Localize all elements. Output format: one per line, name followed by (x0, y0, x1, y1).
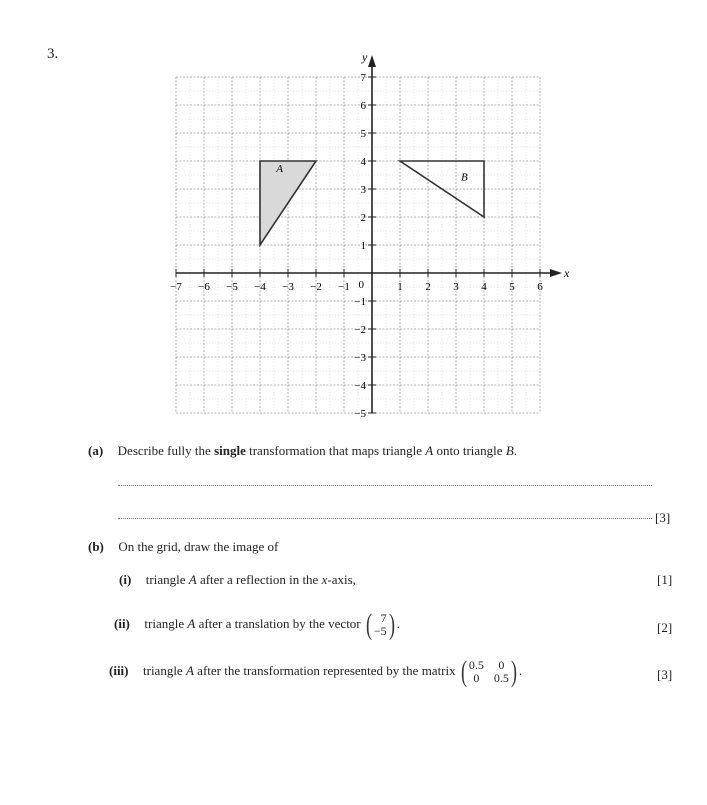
y-tick-label: 2 (360, 212, 366, 224)
part-b-ii-text-end: . (396, 615, 400, 631)
x-tick-label: 4 (481, 281, 487, 293)
x-tick-label: 5 (509, 281, 515, 293)
transformation-matrix: ( 0.5 0 0 0.5 ) (460, 655, 517, 688)
y-tick-label: −3 (354, 352, 366, 364)
x-tick-label: 3 (453, 281, 459, 293)
part-a-bold: single (214, 443, 246, 458)
x-tick-label: −5 (226, 281, 238, 293)
part-b-i-text-2: after a reflection in the (196, 572, 322, 587)
triangle-b-label: B (461, 171, 468, 184)
part-a-marks: [3] (655, 510, 671, 525)
matrix-b: 0 (498, 658, 505, 672)
part-b-iii-label: (iii) (109, 662, 129, 678)
matrix-a: 0.5 (468, 658, 484, 672)
part-b-question (88, 539, 278, 555)
part-a-tri-a: A (425, 443, 434, 458)
part-b-iii-text-1: triangle (143, 662, 186, 678)
x-axis-label: x (564, 266, 570, 280)
part-a-text-3: onto triangle (433, 443, 506, 458)
part-b-ii-text-2: after a translation by the vector (195, 615, 361, 631)
part-b-i-axis: x (321, 572, 328, 587)
y-axis-arrow (368, 55, 376, 67)
translation-vector: ( 7 −5 ) (365, 608, 395, 641)
x-tick-label: −7 (170, 281, 182, 293)
answer-line-2[interactable] (118, 518, 652, 519)
x-axis-arrow (550, 269, 562, 277)
part-b-ii-label: (ii) (114, 615, 130, 631)
part-b-i-text-3: -axis, (327, 572, 356, 587)
part-b-iii-text-2: after the transformation represented by the matrix (193, 662, 456, 678)
vector-bottom: −5 (373, 624, 387, 638)
part-a-text-1: Describe fully the (117, 443, 215, 458)
part-a-text-end: . (513, 443, 518, 458)
part-b-ii-text-1: triangle (144, 615, 188, 631)
x-tick-label: −1 (338, 281, 350, 293)
y-tick-label: −2 (354, 324, 366, 336)
part-b-ii (114, 610, 400, 640)
y-tick-label: 3 (360, 184, 366, 196)
x-tick-label: 1 (397, 281, 403, 293)
part-b-iii (109, 657, 522, 687)
question-number: 3. (47, 46, 59, 62)
x-tick-label: −6 (198, 281, 210, 293)
part-b-i-text-1: triangle (145, 572, 189, 587)
part-b-ii-tri: A (187, 615, 196, 631)
x-tick-label: −3 (282, 281, 294, 293)
part-b-label: (b) (88, 539, 104, 554)
part-a-tri-b: B (505, 443, 514, 458)
x-tick-label: 6 (537, 281, 543, 293)
vector-top: 7 (380, 611, 387, 625)
y-tick-label: −4 (354, 380, 366, 392)
y-tick-label: −5 (354, 408, 366, 420)
x-tick-label: 2 (425, 281, 431, 293)
y-tick-label: 7 (360, 72, 366, 84)
answer-line-1[interactable] (118, 485, 652, 486)
part-a-question (88, 443, 517, 459)
matrix-c: 0 (473, 671, 480, 685)
y-tick-label: −1 (354, 296, 366, 308)
part-b-i-tri: A (188, 572, 197, 587)
x-tick-label: −2 (310, 281, 322, 293)
y-axis-label: y (362, 50, 368, 64)
y-tick-label: 4 (360, 156, 366, 168)
part-b-iii-text-end: . (518, 662, 523, 678)
origin-label: 0 (358, 279, 364, 291)
y-tick-label: 5 (360, 128, 366, 140)
part-b-ii-marks: [2] (657, 620, 673, 635)
part-b-iii-tri: A (185, 662, 194, 678)
y-tick-label: 1 (360, 240, 366, 252)
part-b-iii-marks: [3] (657, 667, 673, 682)
y-tick-label: 6 (360, 100, 366, 112)
part-a-label: (a) (88, 443, 104, 458)
x-tick-label: −4 (254, 281, 266, 293)
part-b-text: On the grid, draw the image of (118, 539, 279, 554)
triangle-a-label: A (276, 163, 283, 176)
part-b-i-label: (i) (119, 572, 132, 587)
part-b-i (119, 572, 356, 588)
part-a-text-2: transformation that maps triangle (245, 443, 426, 458)
part-b-i-marks: [1] (657, 572, 673, 587)
matrix-d: 0.5 (493, 671, 509, 685)
